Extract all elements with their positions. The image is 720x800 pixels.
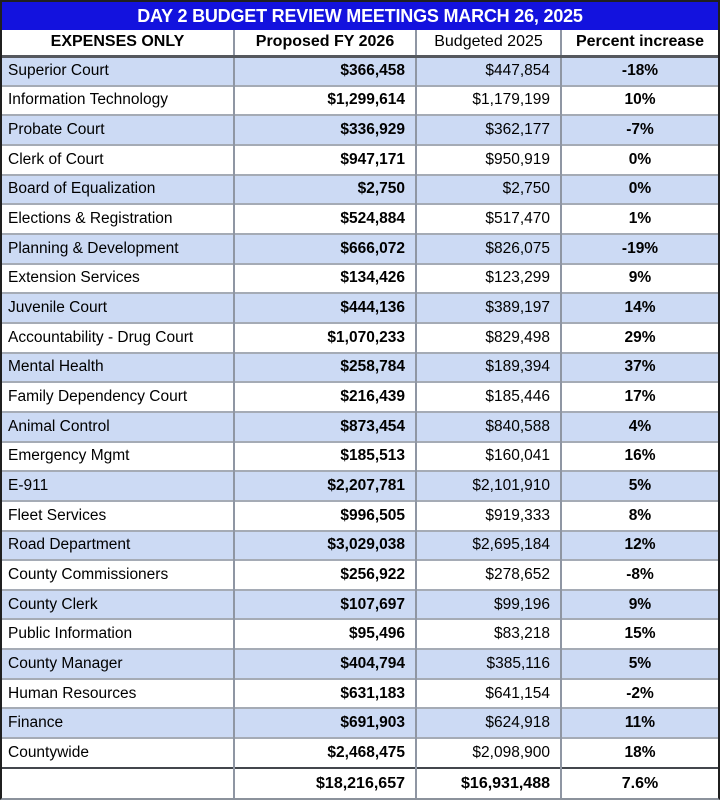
- proposed-fy2026-cell: $691,903: [234, 708, 416, 738]
- proposed-fy2026-cell: $256,922: [234, 560, 416, 590]
- proposed-fy2026-cell: $258,784: [234, 353, 416, 383]
- percent-increase-cell: 9%: [561, 264, 718, 294]
- table-row: [2, 234, 718, 264]
- budgeted-2025-cell: $624,918: [416, 708, 561, 738]
- budgeted-2025-cell: $950,919: [416, 145, 561, 175]
- department-cell: County Clerk: [2, 590, 234, 620]
- column-header-expenses-only: EXPENSES ONLY: [2, 30, 234, 56]
- table-row: [2, 204, 718, 234]
- department-cell: Human Resources: [2, 679, 234, 709]
- budgeted-2025-cell: $385,116: [416, 649, 561, 679]
- percent-increase-cell: 4%: [561, 412, 718, 442]
- table-body: [2, 56, 718, 768]
- proposed-fy2026-cell: $95,496: [234, 619, 416, 649]
- percent-increase-cell: 5%: [561, 471, 718, 501]
- department-cell: Public Information: [2, 619, 234, 649]
- percent-increase-cell: 10%: [561, 86, 718, 116]
- percent-increase-cell: -7%: [561, 115, 718, 145]
- proposed-fy2026-cell: $134,426: [234, 264, 416, 294]
- department-cell: Planning & Development: [2, 234, 234, 264]
- table-row: [2, 382, 718, 412]
- table-row: [2, 353, 718, 383]
- table-row: [2, 293, 718, 323]
- department-cell: Emergency Mgmt: [2, 442, 234, 472]
- department-cell: Probate Court: [2, 115, 234, 145]
- department-cell: County Commissioners: [2, 560, 234, 590]
- budgeted-2025-cell: $160,041: [416, 442, 561, 472]
- table-row: [2, 560, 718, 590]
- percent-increase-cell: 0%: [561, 145, 718, 175]
- budgeted-2025-cell: $99,196: [416, 590, 561, 620]
- percent-increase-cell: 37%: [561, 353, 718, 383]
- budgeted-2025-cell: $829,498: [416, 323, 561, 353]
- department-cell: Road Department: [2, 531, 234, 561]
- percent-increase-cell: 0%: [561, 175, 718, 205]
- table-row: [2, 442, 718, 472]
- table-row: [2, 679, 718, 709]
- column-header-proposed-fy2026: Proposed FY 2026: [234, 30, 416, 56]
- budgeted-2025-cell: $840,588: [416, 412, 561, 442]
- budgeted-2025-cell: $1,179,199: [416, 86, 561, 116]
- table-row: [2, 115, 718, 145]
- budget-table: [2, 30, 718, 798]
- proposed-fy2026-cell: $873,454: [234, 412, 416, 442]
- department-cell: Board of Equalization: [2, 175, 234, 205]
- percent-increase-cell: 8%: [561, 501, 718, 531]
- percent-increase-cell: 18%: [561, 738, 718, 768]
- proposed-fy2026-cell: $2,750: [234, 175, 416, 205]
- percent-increase-cell: -19%: [561, 234, 718, 264]
- percent-increase-cell: -2%: [561, 679, 718, 709]
- proposed-fy2026-cell: $444,136: [234, 293, 416, 323]
- table-row: [2, 264, 718, 294]
- percent-increase-cell: 29%: [561, 323, 718, 353]
- department-cell: Juvenile Court: [2, 293, 234, 323]
- department-cell: Countywide: [2, 738, 234, 768]
- percent-increase-cell: 1%: [561, 204, 718, 234]
- proposed-fy2026-cell: $996,505: [234, 501, 416, 531]
- proposed-fy2026-cell: $404,794: [234, 649, 416, 679]
- department-cell: Extension Services: [2, 264, 234, 294]
- table-footer: [2, 768, 718, 798]
- percent-increase-cell: 17%: [561, 382, 718, 412]
- table-row: [2, 708, 718, 738]
- proposed-fy2026-cell: $107,697: [234, 590, 416, 620]
- column-header-percent-increase: Percent increase: [561, 30, 718, 56]
- table-header: [2, 30, 718, 56]
- table-row: [2, 649, 718, 679]
- budgeted-2025-cell: $185,446: [416, 382, 561, 412]
- table-row: [2, 738, 718, 768]
- budgeted-2025-cell: $517,470: [416, 204, 561, 234]
- department-cell: County Manager: [2, 649, 234, 679]
- percent-increase-cell: 11%: [561, 708, 718, 738]
- budgeted-2025-cell: $83,218: [416, 619, 561, 649]
- department-cell: Information Technology: [2, 86, 234, 116]
- percent-increase-cell: 14%: [561, 293, 718, 323]
- total-label-cell: [2, 768, 234, 798]
- budgeted-2025-cell: $2,101,910: [416, 471, 561, 501]
- table-row: [2, 531, 718, 561]
- proposed-fy2026-cell: $366,458: [234, 56, 416, 86]
- table-row: [2, 145, 718, 175]
- budgeted-2025-cell: $123,299: [416, 264, 561, 294]
- total-proposed-cell: $18,216,657: [234, 768, 416, 798]
- proposed-fy2026-cell: $666,072: [234, 234, 416, 264]
- department-cell: Fleet Services: [2, 501, 234, 531]
- department-cell: Clerk of Court: [2, 145, 234, 175]
- budgeted-2025-cell: $2,750: [416, 175, 561, 205]
- budgeted-2025-cell: $919,333: [416, 501, 561, 531]
- total-budgeted-cell: $16,931,488: [416, 768, 561, 798]
- budgeted-2025-cell: $447,854: [416, 56, 561, 86]
- department-cell: Superior Court: [2, 56, 234, 86]
- percent-increase-cell: -18%: [561, 56, 718, 86]
- budgeted-2025-cell: $278,652: [416, 560, 561, 590]
- percent-increase-cell: 15%: [561, 619, 718, 649]
- proposed-fy2026-cell: $2,207,781: [234, 471, 416, 501]
- proposed-fy2026-cell: $524,884: [234, 204, 416, 234]
- department-cell: Mental Health: [2, 353, 234, 383]
- column-header-budgeted-2025: Budgeted 2025: [416, 30, 561, 56]
- budgeted-2025-cell: $641,154: [416, 679, 561, 709]
- department-cell: Accountability - Drug Court: [2, 323, 234, 353]
- total-percent-cell: 7.6%: [561, 768, 718, 798]
- department-cell: Family Dependency Court: [2, 382, 234, 412]
- budgeted-2025-cell: $826,075: [416, 234, 561, 264]
- percent-increase-cell: 12%: [561, 531, 718, 561]
- table-row: [2, 619, 718, 649]
- proposed-fy2026-cell: $336,929: [234, 115, 416, 145]
- table-row: [2, 56, 718, 86]
- department-cell: Elections & Registration: [2, 204, 234, 234]
- budgeted-2025-cell: $2,695,184: [416, 531, 561, 561]
- table-row: [2, 323, 718, 353]
- percent-increase-cell: 16%: [561, 442, 718, 472]
- proposed-fy2026-cell: $2,468,475: [234, 738, 416, 768]
- proposed-fy2026-cell: $1,070,233: [234, 323, 416, 353]
- table-title: DAY 2 BUDGET REVIEW MEETINGS MARCH 26, 2025: [2, 2, 718, 30]
- table-row: [2, 86, 718, 116]
- percent-increase-cell: 9%: [561, 590, 718, 620]
- percent-increase-cell: -8%: [561, 560, 718, 590]
- proposed-fy2026-cell: $3,029,038: [234, 531, 416, 561]
- table-row: [2, 501, 718, 531]
- proposed-fy2026-cell: $216,439: [234, 382, 416, 412]
- department-cell: E-911: [2, 471, 234, 501]
- percent-increase-cell: 5%: [561, 649, 718, 679]
- proposed-fy2026-cell: $185,513: [234, 442, 416, 472]
- proposed-fy2026-cell: $1,299,614: [234, 86, 416, 116]
- table-row: [2, 471, 718, 501]
- table-row: [2, 412, 718, 442]
- table-row: [2, 590, 718, 620]
- table-row: [2, 175, 718, 205]
- department-cell: Finance: [2, 708, 234, 738]
- header-row: [2, 30, 718, 56]
- budgeted-2025-cell: $362,177: [416, 115, 561, 145]
- total-row: [2, 768, 718, 798]
- budgeted-2025-cell: $189,394: [416, 353, 561, 383]
- budgeted-2025-cell: $2,098,900: [416, 738, 561, 768]
- proposed-fy2026-cell: $947,171: [234, 145, 416, 175]
- department-cell: Animal Control: [2, 412, 234, 442]
- proposed-fy2026-cell: $631,183: [234, 679, 416, 709]
- budgeted-2025-cell: $389,197: [416, 293, 561, 323]
